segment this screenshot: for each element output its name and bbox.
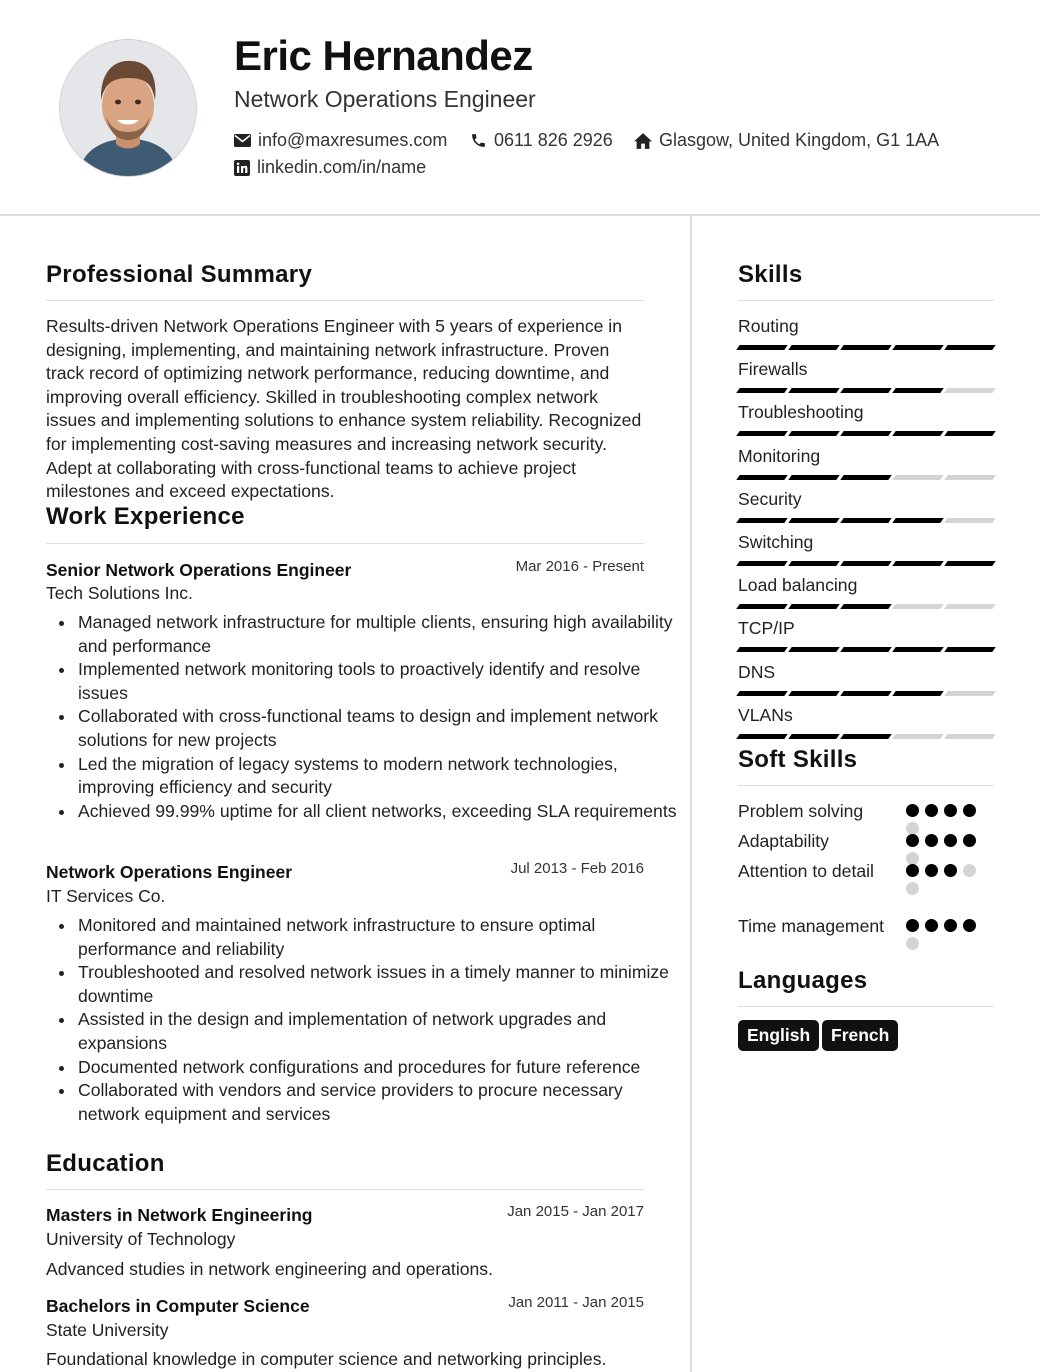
skill-level-segment <box>736 431 788 436</box>
candidate-name: Eric Hernandez <box>234 32 533 79</box>
skill-level-bar <box>738 691 994 696</box>
soft-skill-rating <box>906 804 976 835</box>
rating-dot <box>925 834 938 847</box>
skill-level-segment <box>840 345 892 350</box>
soft-skill-name: Adaptability <box>738 831 829 851</box>
skill-name: Security <box>738 488 802 509</box>
skill-level-segment <box>944 518 996 523</box>
skill-level-segment <box>892 561 944 566</box>
language-tag: English <box>738 1020 819 1051</box>
list-item: Assisted in the design and implementation of network upgrades and expansions <box>78 1008 678 1055</box>
rating-dot <box>944 834 957 847</box>
list-item: Collaborated with vendors and service providers to procure necessary network equipment and services <box>78 1079 678 1126</box>
skill-name: Switching <box>738 532 814 552</box>
education-divider <box>46 1189 644 1190</box>
soft-skill-rating <box>906 864 976 895</box>
list-item: Managed network infrastructure for multiple clients, ensuring high availability and performance <box>78 611 678 658</box>
skill-level-segment <box>892 604 944 609</box>
language-tag: French <box>822 1020 898 1051</box>
skill-level-segment <box>840 431 892 436</box>
languages-heading: Languages <box>738 967 868 994</box>
job-company: IT Services Co. <box>46 886 166 906</box>
rating-dot <box>906 804 919 817</box>
resume-header <box>0 0 1040 214</box>
list-item: Achieved 99.99% uptime for all client networks, exceeding SLA requirements <box>78 800 678 824</box>
skill-level-segment <box>840 475 892 480</box>
skill-level-bar <box>738 518 994 523</box>
skill-name: Firewalls <box>738 359 808 380</box>
list-item: Troubleshooted and resolved network issues in a timely manner to minimize downtime <box>78 961 678 1008</box>
summary-heading: Professional Summary <box>46 261 313 288</box>
skill-level-segment <box>736 388 788 393</box>
skill-level-segment <box>788 388 840 393</box>
skill-level-segment <box>944 345 996 350</box>
skill-level-segment <box>840 518 892 523</box>
skill-level-bar <box>738 475 994 480</box>
skill-name: VLANs <box>738 704 793 725</box>
job-company: Tech Solutions Inc. <box>46 583 193 603</box>
skill-level-segment <box>788 604 840 609</box>
email-text: info@maxresumes.com <box>258 130 448 150</box>
skill-level-bar <box>738 431 994 436</box>
skill-level-segment <box>892 345 944 350</box>
rating-dot <box>963 919 976 932</box>
job-title: Network Operations Engineer <box>46 862 293 882</box>
skill-level-segment <box>892 518 944 523</box>
location-text: Glasgow, United Kingdom, G1 1AA <box>659 130 940 150</box>
skill-level-segment <box>736 647 788 652</box>
skill-level-segment <box>944 604 996 609</box>
list-item: Led the migration of legacy systems to modern network technologies, improving efficiency and security <box>78 753 678 800</box>
skill-level-bar <box>738 345 994 350</box>
job-dates: Jul 2013 - Feb 2016 <box>510 860 644 877</box>
experience-heading: Work Experience <box>46 503 245 530</box>
skill-level-segment <box>840 561 892 566</box>
skill-level-segment <box>892 647 944 652</box>
skill-name: Routing <box>738 316 799 336</box>
experience-divider <box>46 543 644 544</box>
edu-school: University of Technology <box>46 1229 236 1249</box>
job-dates: Mar 2016 - Present <box>515 558 644 575</box>
rating-dot <box>925 864 938 877</box>
skill-level-segment <box>944 647 996 652</box>
list-item: Documented network configurations and procedures for future reference <box>78 1056 678 1080</box>
list-item: Collaborated with cross-functional teams to design and implement network solutions for new projects <box>78 705 678 752</box>
skill-level-segment <box>736 518 788 523</box>
skill-level-bar <box>738 734 994 739</box>
contact-email[interactable] <box>234 130 447 151</box>
rating-dot <box>963 864 976 877</box>
edu-description: Advanced studies in network engineering and operations. <box>46 1259 493 1279</box>
skill-level-segment <box>892 431 944 436</box>
skill-level-segment <box>944 388 996 393</box>
rating-dot <box>963 804 976 817</box>
rating-dot <box>906 919 919 932</box>
skill-level-segment <box>840 388 892 393</box>
linkedin-icon <box>234 160 250 176</box>
skill-name: Troubleshooting <box>738 402 864 423</box>
list-item: Monitored and maintained network infrastructure to ensure optimal performance and reliability <box>78 914 678 961</box>
skill-level-segment <box>840 691 892 696</box>
job-title: Senior Network Operations Engineer <box>46 560 352 580</box>
soft-skill-rating <box>906 834 976 865</box>
candidate-title: Network Operations Engineer <box>234 86 536 112</box>
skill-level-segment <box>944 561 996 566</box>
skill-level-segment <box>788 734 840 739</box>
summary-text: Results-driven Network Operations Engineer with 5 years of experience in designing, implementing, and maintaining network infrastructure. Proven track record of optimizing network performance, reducing downtime, and improving overall efficiency. Skilled in troubleshooting complex network issues and implementing solutions to enhance system reliability. Recognized for implementing cost-saving measures and increasing network security. Adept at collaborating with cross-functional teams to achieve project milestones and exceed expectations. <box>46 316 642 502</box>
skill-level-segment <box>840 647 892 652</box>
edu-dates: Jan 2015 - Jan 2017 <box>507 1203 644 1220</box>
list-item: Implemented network monitoring tools to proactively identify and resolve issues <box>78 658 678 705</box>
soft-skill-name: Attention to detail <box>738 861 874 881</box>
skill-level-segment <box>788 691 840 696</box>
rating-dot <box>906 937 919 950</box>
skill-name: DNS <box>738 661 776 682</box>
rating-dot <box>944 864 957 877</box>
envelope-icon <box>234 134 251 147</box>
summary-divider <box>46 300 644 301</box>
soft-skill-name: Time management <box>738 916 885 936</box>
soft-skills-heading: Soft Skills <box>738 746 858 773</box>
skill-level-segment <box>788 345 840 350</box>
skill-level-segment <box>788 475 840 480</box>
skill-level-segment <box>788 561 840 566</box>
skill-level-segment <box>736 691 788 696</box>
contact-location <box>634 130 939 151</box>
rating-dot <box>944 919 957 932</box>
job-bullets <box>46 914 678 1126</box>
skill-level-segment <box>840 734 892 739</box>
header-divider <box>0 214 1040 216</box>
edu-dates: Jan 2011 - Jan 2015 <box>508 1294 644 1311</box>
skill-level-segment <box>944 691 996 696</box>
skill-level-segment <box>788 518 840 523</box>
linkedin-text: linkedin.com/in/name <box>257 157 427 177</box>
profile-photo <box>59 39 197 177</box>
skill-level-segment <box>892 388 944 393</box>
skills-heading: Skills <box>738 261 803 288</box>
phone-icon <box>470 132 487 149</box>
edu-degree: Masters in Network Engineering <box>46 1205 313 1225</box>
languages-divider <box>738 1006 994 1007</box>
skill-level-segment <box>892 691 944 696</box>
skill-level-bar <box>738 604 994 609</box>
skill-name: TCP/IP <box>738 618 795 639</box>
rating-dot <box>944 804 957 817</box>
skill-level-bar <box>738 388 994 393</box>
skill-level-segment <box>736 475 788 480</box>
education-heading: Education <box>46 1150 165 1177</box>
skill-level-segment <box>944 475 996 480</box>
rating-dot <box>906 864 919 877</box>
skill-name: Load balancing <box>738 575 858 596</box>
column-divider <box>690 216 692 1372</box>
skill-level-segment <box>788 431 840 436</box>
skill-level-segment <box>788 647 840 652</box>
skill-level-segment <box>736 734 788 739</box>
skill-level-segment <box>840 604 892 609</box>
skill-level-segment <box>736 345 788 350</box>
skill-name: Monitoring <box>738 445 821 466</box>
skill-level-bar <box>738 647 994 652</box>
skill-level-segment <box>892 734 944 739</box>
rating-dot <box>925 804 938 817</box>
rating-dot <box>963 834 976 847</box>
soft-skills-divider <box>738 785 994 786</box>
contact-linkedin[interactable] <box>234 157 426 178</box>
edu-degree: Bachelors in Computer Science <box>46 1296 310 1316</box>
skill-level-segment <box>944 431 996 436</box>
soft-skill-rating <box>906 919 976 950</box>
home-icon <box>634 133 652 149</box>
rating-dot <box>906 834 919 847</box>
job-bullets <box>46 611 678 823</box>
skill-level-segment <box>944 734 996 739</box>
skill-level-segment <box>892 475 944 480</box>
rating-dot <box>906 882 919 895</box>
edu-school: State University <box>46 1320 169 1340</box>
skills-divider <box>738 300 994 301</box>
contact-phone[interactable] <box>470 130 613 151</box>
skill-level-bar <box>738 561 994 566</box>
skill-level-segment <box>736 604 788 609</box>
edu-description: Foundational knowledge in computer science and networking principles. <box>46 1349 607 1369</box>
rating-dot <box>925 919 938 932</box>
skill-level-segment <box>736 561 788 566</box>
phone-text: 0611 826 2926 <box>494 130 613 150</box>
soft-skill-name: Problem solving <box>738 801 864 821</box>
